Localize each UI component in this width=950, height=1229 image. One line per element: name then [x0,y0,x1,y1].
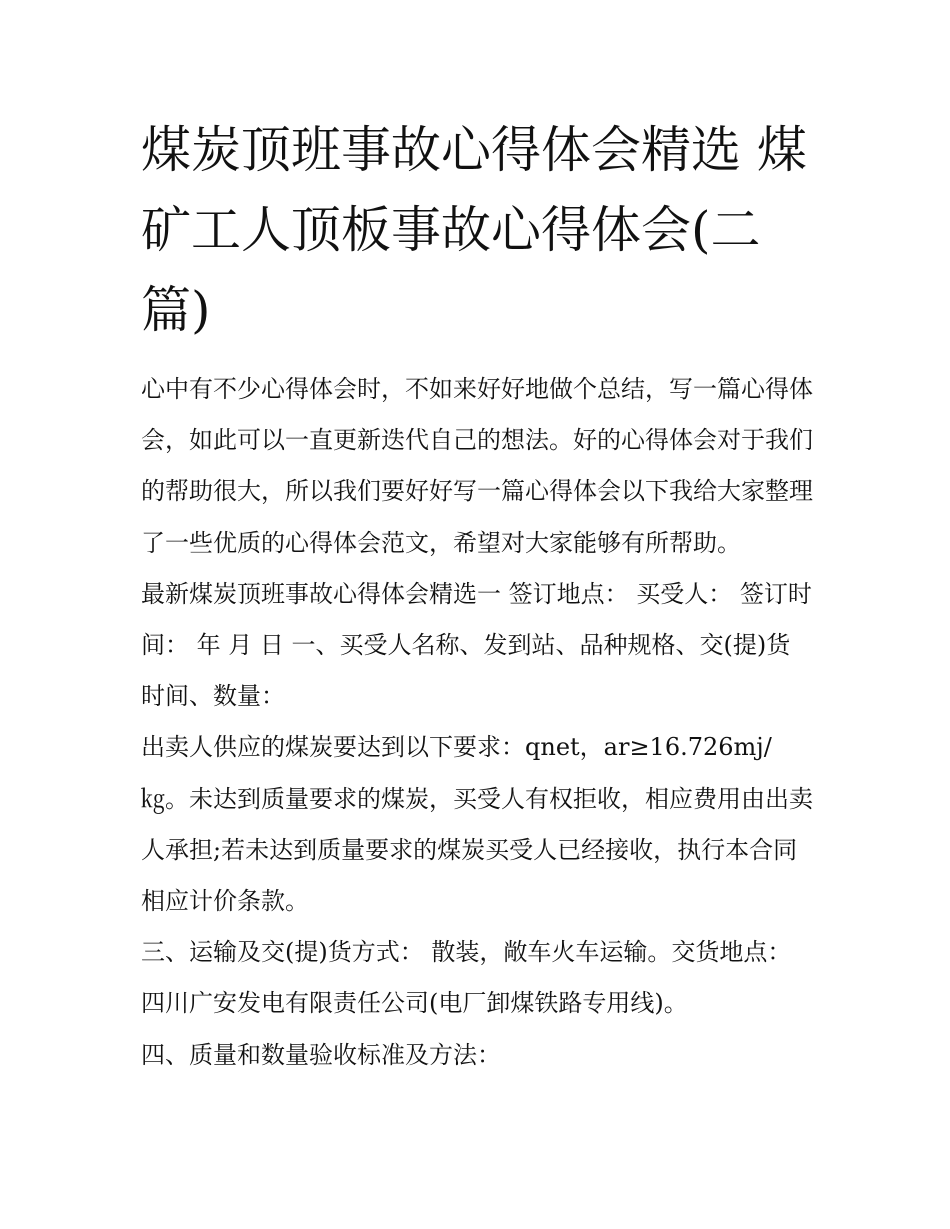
paragraph-transport: 三、运输及交(提)货方式： 散装，敞车火车运输。交货地点：四川广安发电有限责任公司(电厂卸煤铁路专用线)。 [141,938,792,1018]
document-title: 煤炭顶班事故心得体会精选 煤矿工人顶板事故心得体会(二篇) [141,121,807,339]
paragraph-acceptance: 四、质量和数量验收标准及方法： [141,1040,501,1069]
document-page [141,110,813,1081]
paragraph-intro: 心中有不少心得体会时，不如来好好地做个总结，写一篇心得体会，如此可以一直更新迭代自己的想法。好的心得体会对于我们的帮助很大，所以我们要好好写一篇心得体会以下我给大家整理了一些优质的心得体会范文，希望对大家能够有所帮助。 [141,375,813,557]
paragraph-contract-header: 最新煤炭顶班事故心得体会精选一 签订地点： 买受人： 签订时间： 年 月 日 一、买受人名称、发到站、品种规格、交(提)货时间、数量： [141,579,812,711]
paragraph-quality-requirement: 出卖人供应的煤炭要达到以下要求：qnet，ar≥16.726mj/㎏。未达到质量要求的煤炭，买受人有权拒收，相应费用由出卖人承担;若未达到质量要求的煤炭买受人已经接收，执行本合同相应计价条款。 [141,733,813,916]
